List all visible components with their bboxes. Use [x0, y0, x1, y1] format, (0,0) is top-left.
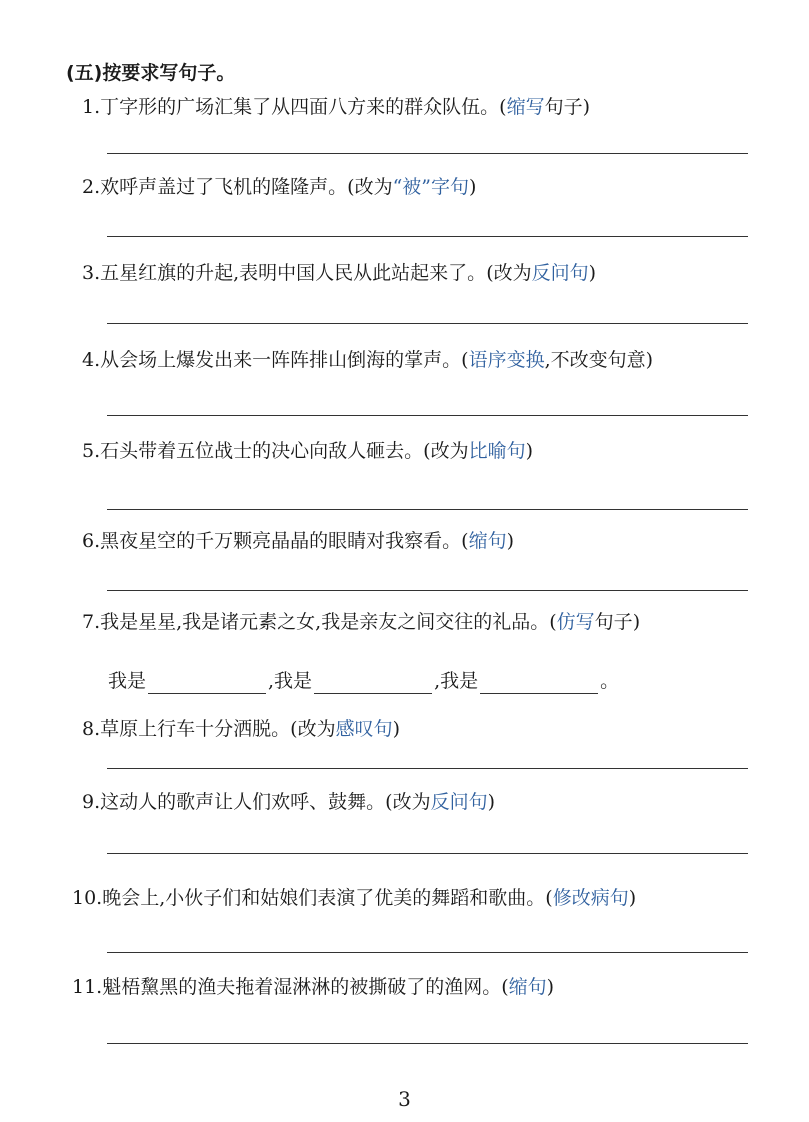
question-1: 1.丁字形的广场汇集了从四面八方来的群众队伍。(缩写句子): [82, 96, 591, 118]
question-number: 3.: [82, 262, 101, 284]
requirement-keyword: 仿写: [556, 611, 595, 633]
fill-blank-2[interactable]: [314, 673, 432, 694]
requirement-keyword: 比喻句: [468, 440, 526, 462]
question-text: 五星红旗的升起,表明中国人民从此站起来了。: [100, 262, 487, 284]
question-number: 2.: [82, 176, 101, 198]
requirement-prefix: 改为: [493, 262, 532, 284]
question-7: 7.我是星星,我是诸元素之女,我是亲友之间交往的礼品。(仿写句子): [82, 611, 641, 633]
question-3: 3.五星红旗的升起,表明中国人民从此站起来了。(改为反问句): [82, 262, 597, 284]
answer-line-11[interactable]: [107, 1043, 748, 1044]
requirement-keyword: 缩句: [508, 976, 547, 998]
answer-line-3[interactable]: [107, 323, 748, 324]
question-text: 欢呼声盖过了飞机的隆隆声。: [100, 176, 348, 198]
question-text: 石头带着五位战士的决心向敌人砸去。: [100, 440, 424, 462]
question-11: 11.魁梧黧黑的渔夫拖着湿淋淋的被撕破了的渔网。(缩句): [72, 976, 555, 998]
requirement-prefix: 改为: [430, 440, 469, 462]
question-4: 4.从会场上爆发出来一阵阵排山倒海的掌声。(语序变换,不改变句意): [82, 349, 654, 371]
question-text: 我是星星,我是诸元素之女,我是亲友之间交往的礼品。: [100, 611, 550, 633]
fill-part-1: 我是: [108, 670, 147, 692]
requirement-keyword: 反问句: [430, 791, 488, 813]
answer-line-8[interactable]: [107, 768, 748, 769]
answer-line-6[interactable]: [107, 590, 748, 591]
requirement-keyword: 修改病句: [552, 887, 629, 909]
requirement-prefix: 改为: [392, 791, 431, 813]
requirement-keyword: 缩写: [506, 96, 545, 118]
question-number: 5.: [82, 440, 101, 462]
requirement-keyword: “被”字句: [392, 176, 470, 198]
question-9: 9.这动人的歌声让人们欢呼、鼓舞。(改为反问句): [82, 791, 496, 813]
question-number: 11.: [72, 976, 103, 998]
question-text: 草原上行车十分洒脱。: [100, 718, 291, 740]
question-number: 4.: [82, 349, 101, 371]
question-text: 晚会上,小伙子们和姑娘们表演了优美的舞蹈和歌曲。: [102, 887, 546, 909]
requirement-suffix: 句子: [544, 96, 583, 118]
page-number: 3: [398, 1087, 411, 1111]
question-text: 丁字形的广场汇集了从四面八方来的群众队伍。: [100, 96, 500, 118]
requirement-suffix: ,不改变句意: [544, 349, 646, 371]
answer-line-1[interactable]: [107, 153, 748, 154]
section-title: (五)按要求写句子。: [66, 62, 236, 84]
answer-line-10[interactable]: [107, 952, 748, 953]
question-text: 从会场上爆发出来一阵阵排山倒海的掌声。: [100, 349, 462, 371]
question-number: 10.: [72, 887, 103, 909]
question-number: 8.: [82, 718, 101, 740]
requirement-keyword: 反问句: [531, 262, 589, 284]
fill-end: 。: [600, 670, 620, 692]
question-text: 黑夜星空的千万颗亮晶晶的眼睛对我察看。: [100, 530, 462, 552]
answer-line-5[interactable]: [107, 509, 748, 510]
question-text: 这动人的歌声让人们欢呼、鼓舞。: [100, 791, 386, 813]
requirement-keyword: 感叹句: [335, 718, 393, 740]
question-number: 6.: [82, 530, 101, 552]
fill-blank-3[interactable]: [480, 673, 598, 694]
fill-part-2: ,我是: [268, 670, 313, 692]
requirement-keyword: 缩句: [468, 530, 507, 552]
question-number: 9.: [82, 791, 101, 813]
requirement-prefix: 改为: [297, 718, 336, 740]
requirement-keyword: 语序变换: [468, 349, 545, 371]
question-5: 5.石头带着五位战士的决心向敌人砸去。(改为比喻句): [82, 440, 534, 462]
answer-line-4[interactable]: [107, 415, 748, 416]
fill-part-3: ,我是: [434, 670, 479, 692]
question-10: 10.晚会上,小伙子们和姑娘们表演了优美的舞蹈和歌曲。(修改病句): [72, 887, 637, 909]
fill-blank-1[interactable]: [148, 673, 266, 694]
question-number: 7.: [82, 611, 101, 633]
requirement-prefix: 改为: [354, 176, 393, 198]
question-text: 魁梧黧黑的渔夫拖着湿淋淋的被撕破了的渔网。: [102, 976, 502, 998]
answer-line-9[interactable]: [107, 853, 748, 854]
question-number: 1.: [82, 96, 101, 118]
answer-line-2[interactable]: [107, 236, 748, 237]
fill-in-row: [108, 668, 619, 694]
question-8: 8.草原上行车十分洒脱。(改为感叹句): [82, 718, 401, 740]
requirement-suffix: 句子: [594, 611, 633, 633]
question-6: 6.黑夜星空的千万颗亮晶晶的眼睛对我察看。(缩句): [82, 530, 515, 552]
question-2: 2.欢呼声盖过了飞机的隆隆声。(改为“被”字句): [82, 176, 477, 198]
